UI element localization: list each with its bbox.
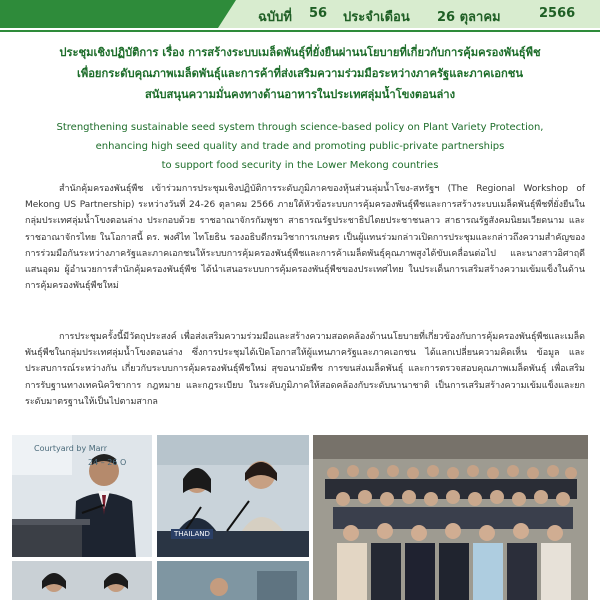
- room-illustration: [157, 561, 309, 600]
- english-title: [20, 118, 580, 175]
- issue-label: ฉบับที่: [258, 10, 292, 25]
- body-paragraph-2: การประชุมครั้งนี้มีวัตถุประสงค์ เพื่อส่งเสริมความร่วมมือและสร้างความสอดคล้องด้านนโยบายที่เกี่ยวข้องกับการคุ้มครองพันธุ์พืชและเมล็ดพันธุ์พืชในกลุ่มประเทศลุ่มน้ำโขงตอนล่าง ซึ่งการประชุมได้เปิดโอกาสให้ผู้แทนภาครัฐและภาคเอกชน ได้แลกเปลี่ยนความคิดเห็น ข้อมูล และประสบการณ์ระหว่างกัน เกี่ยวกับระบบการคุ้มครองพันธุ์พืชใหม่ สุขอนามัยพืช การขนส่งเมล็ดพันธุ์ และการตรวจสอบคุณภาพเมล็ดพันธุ์ เพื่อเสริมการรับฐานทางเทคนิควิชาการ กฎหมาย และกฎระเบียบ ในระดับภูมิภาคให้สอดคล้องกับระดับนานาชาติ เป็นการเสริมสร้างความเข้มแข็งและยกระดับมาตรฐานให้เป็นไปตามสากล: [25, 332, 585, 407]
- issue-date: 26 ตุลาคม: [437, 10, 501, 25]
- attendees-illustration: [12, 561, 152, 600]
- photo-speaker-podium: [12, 435, 152, 557]
- group-illustration: [313, 435, 588, 600]
- english-title-line: to support food security in the Lower Mekong countries: [161, 160, 439, 171]
- venue-banner-dates: 24 – 26 O: [88, 458, 127, 467]
- english-title-line: Strengthening sustainable seed system through science-based policy on Plant Variety Protection,: [56, 122, 544, 133]
- page-header: [0, 0, 600, 34]
- photo-group: [313, 435, 588, 600]
- thai-title-line: สนับสนุนความมั่นคงทางด้านอาหารในประเทศลุ่มน้ำโขงตอนล่าง: [144, 88, 456, 101]
- thai-title: [20, 42, 580, 105]
- country-sign: THAILAND: [171, 529, 213, 539]
- photo-attendees-left: [12, 561, 152, 600]
- body-paragraph-1: สำนักคุ้มครองพันธุ์พืช เข้าร่วมการประชุมเชิงปฏิบัติการระดับภูมิภาคของหุ้นส่วนลุ่มน้ำโขง-สหรัฐฯ (The Regional Workshop of Mekong US Partnership) ระหว่างวันที่ 24-26 ตุลาคม 2566 ภายใต้หัวข้อระบบการคุ้มครองพันธุ์พืชและการสร้างระบบเมล็ดพันธุ์พืชที่ยั่งยืนในกลุ่มประเทศลุ่มน้ำโขงตอนล่าง ประกอบด้วย ราชอาณาจักรกัมพูชา สาธารณรัฐประชาธิปไตยประชาชนลาว สาธารณรัฐสังคมนิยมเวียดนาม และราชอาณาจักรไทย ในโอกาสนี้ ดร. พงศ์ไท ไทโยธิน รองอธิบดีกรมวิชาการเกษตร เป็นผู้แทนร่วมกล่าวเปิดการประชุมและกล่าวถึงความสำคัญของการร่วมมือกันระหว่างภาครัฐและภาคเอกชนให้ระบบการคุ้มครองพันธุ์พืชและการค้าเมล็ดพันธุ์คุณภาพสูงได้ขับเคลื่อนต่อไป และนางสาวอิศาฤดี แสนอุดม ผู้อำนวยการสำนักคุ้มครองพันธุ์พืช ได้นำเสนอระบบการคุ้มครองพันธุ์พืชของประเทศไทย ในประเด็นการเสริมสร้างความเข้มแข็งในด้านการคุ้มครองพันธุ์พืชใหม่: [25, 184, 585, 292]
- thai-title-line: เพื่อยกระดับคุณภาพเมล็ดพันธุ์และการค้าที่ส่งเสริมความร่วมมือระหว่างภาครัฐและภาคเอกชน: [77, 67, 523, 80]
- photo-attendees-right: [157, 561, 309, 600]
- header-accent-bar: [0, 0, 250, 28]
- header-divider: [0, 30, 600, 32]
- issue-year: 2566: [539, 6, 576, 21]
- month-label: ประจำเดือน: [343, 10, 410, 25]
- thai-title-line: ประชุมเชิงปฏิบัติการ เรื่อง การสร้างระบบเมล็ดพันธุ์ที่ยั่งยืนผ่านนโยบายที่เกี่ยวกับการคุ้มครองพันธุ์พืช: [59, 46, 541, 59]
- speaker-illustration: [12, 435, 152, 557]
- issue-number: 56: [309, 6, 328, 21]
- photo-panel-table: [157, 435, 309, 557]
- english-title-line: enhancing high seed quality and trade and promoting public-private partnerships: [95, 141, 505, 152]
- venue-banner-text: Courtyard by Marr: [34, 444, 107, 453]
